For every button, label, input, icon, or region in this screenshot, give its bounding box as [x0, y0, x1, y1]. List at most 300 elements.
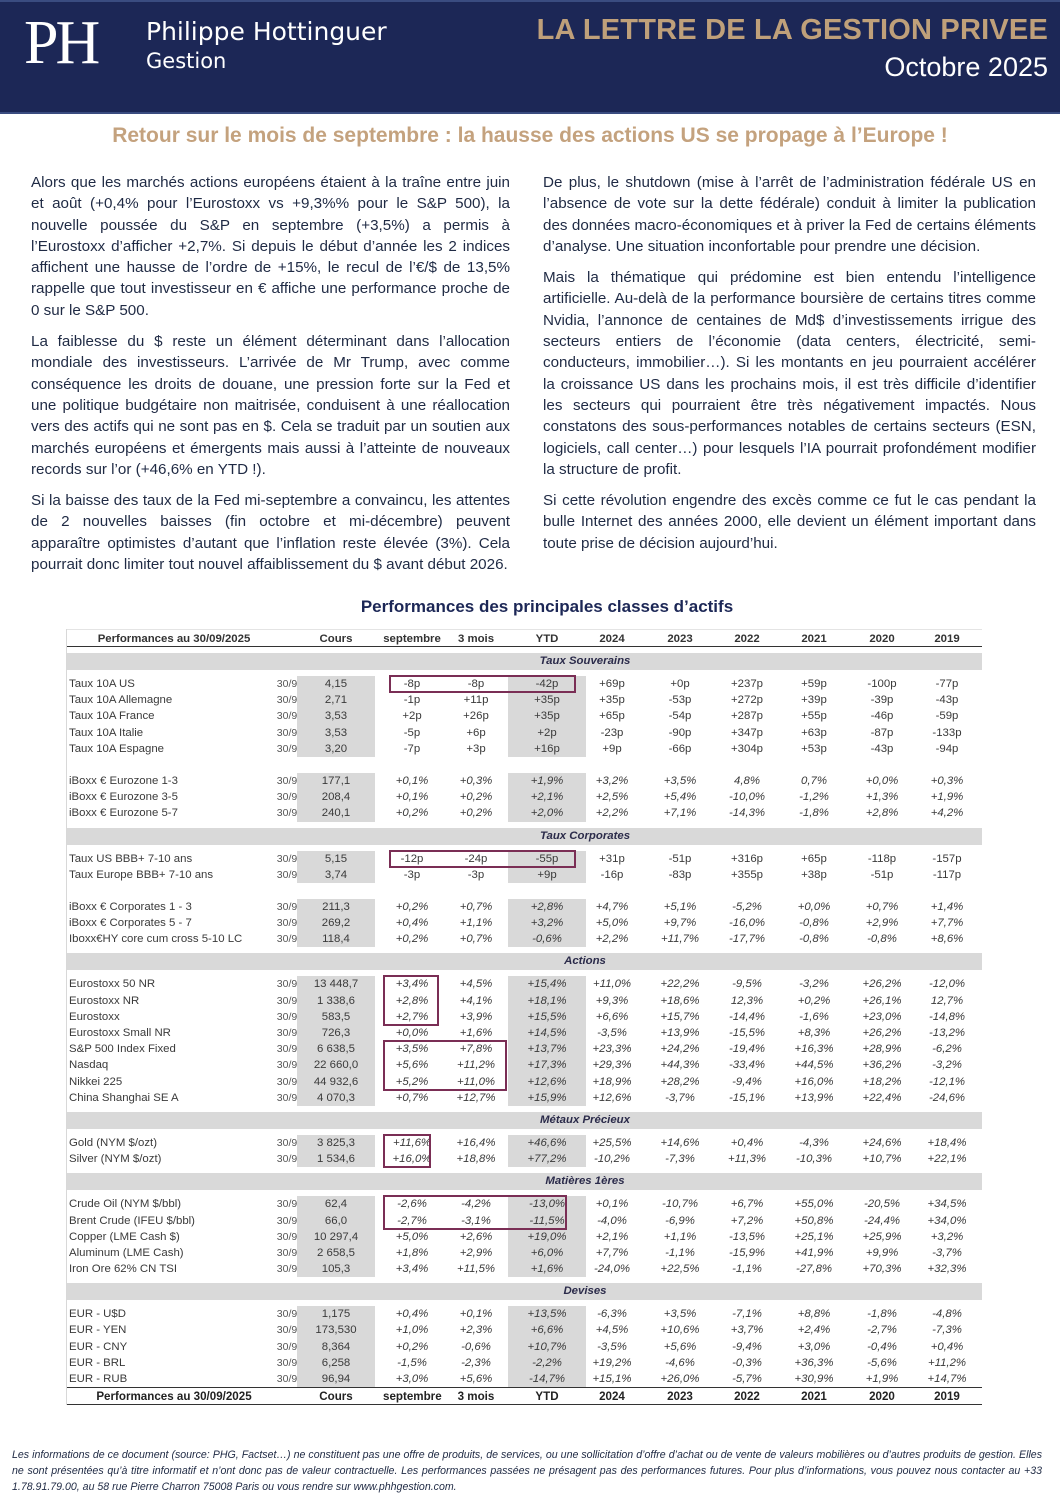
- value-cell: -0,4%: [867, 1340, 897, 1353]
- table-row: [67, 931, 982, 947]
- table-row: [67, 1090, 982, 1106]
- header-band: [0, 0, 1060, 114]
- value-cell: +65p: [599, 710, 625, 723]
- value-cell: +0,2%: [395, 807, 429, 820]
- date-cell: 30/9: [276, 868, 298, 881]
- paragraph: Mais la thématique qui prédomine est bien entendu l’intelligence artificielle. Au-delà de la performance boursière de certains titres comme Nvidia, l’annonce de centaines de Md$ d’investissements irrigue des secteurs entiers de l’économie (data centers, électricité, semi-conducteurs, immobilier…). Si les montants en jeu pourraient accélérer la croissance US dans les prochains mois, il est très difficile d’identifier les secteurs qui pourraient être très négativement impactés. Nous constatons des sous-performances notables de certains secteurs (ESN, logiciels, call center…) pour lesquels l’IA pourrait profondément modifier la structure de profit.: [543, 269, 1036, 478]
- value-cell: 177,1: [297, 773, 375, 789]
- value-cell: -90p: [668, 726, 692, 739]
- value-cell: +44,3%: [660, 1059, 700, 1072]
- value-cell: +28,2%: [660, 1075, 700, 1088]
- header-cell: 2024: [599, 633, 625, 645]
- value-cell: +15,4%: [508, 976, 586, 992]
- value-cell: +0,0%: [865, 774, 899, 787]
- value-cell: -10,3%: [795, 1153, 833, 1166]
- value-cell: -14,8%: [928, 1010, 966, 1023]
- value-cell: +0,1%: [395, 774, 429, 787]
- value-cell: +25,9%: [862, 1230, 902, 1243]
- value-cell: -9,4%: [732, 1340, 762, 1353]
- asset-name: EUR - YEN: [69, 1324, 127, 1337]
- date-cell: 30/9: [276, 1340, 298, 1353]
- table-footer-header-row: [67, 1387, 982, 1405]
- value-cell: -9,4%: [732, 1075, 762, 1088]
- section-title: Devises: [563, 1285, 607, 1298]
- value-cell: +36,3%: [794, 1356, 834, 1369]
- value-cell: -83p: [668, 868, 692, 881]
- value-cell: 12,3%: [730, 994, 764, 1007]
- paragraph: Alors que les marchés actions européens étaient à la traîne entre juin et août (+0,4% pour l’Eurostoxx vs +9,3%% pour le S&P 500), la nouvelle poussée du S&P en septembre (+3,5%) a permis à l’Eurostoxx d’afficher +2,7%. Si depuis le début d’année les 2 indices affichent une hausse de l’ordre de +15%, le recul de l’€/$ de 13,5% rappelle que tout investisseur en € affiche une performance proche de 0 sur le S&P 500.: [31, 174, 510, 319]
- value-cell: +18,2%: [862, 1075, 902, 1088]
- value-cell: +0,2%: [395, 1340, 429, 1353]
- asset-name: Copper (LME Cash $): [69, 1230, 180, 1243]
- value-cell: +355p: [731, 868, 763, 881]
- article-right-column: [543, 172, 1036, 564]
- value-cell: -7,3%: [665, 1153, 695, 1166]
- value-cell: -0,6%: [508, 931, 586, 947]
- date-cell: 30/9: [276, 1356, 298, 1369]
- value-cell: +1,4%: [930, 900, 964, 913]
- value-cell: -3,5%: [597, 1340, 627, 1353]
- value-cell: +1,9%: [930, 791, 964, 804]
- value-cell: +5,2%: [395, 1075, 429, 1088]
- asset-name: iBoxx € Eurozone 1-3: [69, 774, 178, 787]
- value-cell: 583,5: [297, 1009, 375, 1025]
- value-cell: +0,1%: [595, 1198, 629, 1211]
- value-cell: 3,53: [297, 708, 375, 724]
- asset-name: iBoxx € Eurozone 5-7: [69, 807, 178, 820]
- value-cell: +316p: [731, 852, 763, 865]
- value-cell: +4,7%: [595, 900, 629, 913]
- value-cell: -0,3%: [732, 1356, 762, 1369]
- value-cell: -16,0%: [728, 917, 766, 930]
- value-cell: +2,3%: [459, 1324, 493, 1337]
- table-header-row: [67, 629, 982, 647]
- value-cell: -4,0%: [597, 1214, 627, 1227]
- value-cell: +3,0%: [395, 1373, 429, 1385]
- section-header: [67, 1173, 982, 1190]
- date-cell: 30/9: [276, 933, 298, 946]
- value-cell: +9,7%: [663, 917, 697, 930]
- value-cell: +22,2%: [660, 978, 700, 991]
- value-cell: +1,1%: [459, 917, 493, 930]
- value-cell: +8,3%: [797, 1027, 831, 1039]
- asset-name: Taux 10A Espagne: [69, 742, 164, 755]
- value-cell: -12,1%: [928, 1075, 966, 1088]
- value-cell: +65p: [801, 852, 827, 865]
- value-cell: +0,7%: [459, 933, 493, 946]
- value-cell: +3p: [466, 742, 486, 755]
- header-cell: YTD: [535, 633, 559, 645]
- header-cell: 2023: [667, 633, 693, 645]
- value-cell: +7,8%: [459, 1043, 493, 1056]
- date-cell: 30/9: [276, 694, 298, 707]
- value-cell: +31p: [599, 852, 625, 865]
- value-cell: +35p: [508, 692, 586, 708]
- asset-name: Aluminum (LME Cash): [69, 1246, 184, 1259]
- asset-name: EUR - U$D: [69, 1308, 126, 1321]
- letter-date: Octobre 2025: [884, 52, 1048, 82]
- value-cell: -12,0%: [928, 978, 966, 991]
- table-row: [67, 1041, 982, 1057]
- table-row: [67, 1355, 982, 1371]
- section-title: Actions: [564, 955, 606, 968]
- asset-name: Eurostoxx: [69, 1010, 120, 1023]
- date-cell: 30/9: [276, 1246, 298, 1259]
- section-header: [67, 1283, 982, 1300]
- asset-name: Gold (NYM $/ozt): [69, 1136, 157, 1149]
- value-cell: -94p: [935, 742, 959, 755]
- value-cell: +6p: [466, 726, 486, 739]
- value-cell: -3,7%: [932, 1246, 962, 1259]
- value-cell: +4,2%: [930, 807, 964, 820]
- table-row: [67, 1025, 982, 1041]
- value-cell: +0,2%: [797, 994, 831, 1007]
- value-cell: 4,15: [297, 676, 375, 692]
- value-cell: +0,4%: [395, 917, 429, 930]
- value-cell: +3,0%: [797, 1340, 831, 1353]
- value-cell: +14,7%: [927, 1373, 967, 1385]
- value-cell: +13,9%: [660, 1027, 700, 1039]
- asset-name: EUR - RUB: [69, 1373, 128, 1385]
- value-cell: +35p: [599, 694, 625, 707]
- value-cell: +11p: [463, 694, 489, 707]
- date-cell: 30/9: [276, 1324, 298, 1337]
- value-cell: -24p: [464, 852, 488, 865]
- value-cell: +2,9%: [865, 917, 899, 930]
- value-cell: +34,5%: [927, 1198, 967, 1211]
- value-cell: -3p: [467, 868, 485, 881]
- value-cell: 3 825,3: [297, 1135, 375, 1151]
- asset-name: EUR - BRL: [69, 1356, 126, 1369]
- section-title: Taux Souverains: [539, 655, 631, 667]
- value-cell: 13 448,7: [297, 976, 375, 992]
- row-spacer: [67, 757, 982, 773]
- value-cell: -117p: [932, 868, 962, 881]
- value-cell: +19,2%: [592, 1356, 632, 1369]
- value-cell: -51p: [870, 868, 894, 881]
- value-cell: -87p: [870, 726, 894, 739]
- asset-name: EUR - CNY: [69, 1340, 128, 1353]
- value-cell: -59p: [935, 710, 959, 723]
- value-cell: +13,5%: [508, 1306, 586, 1322]
- header-cell: 2023: [667, 1390, 693, 1404]
- table-row: [67, 805, 982, 821]
- header-cell: 2024: [599, 1390, 625, 1404]
- asset-name: iBoxx € Eurozone 3-5: [69, 791, 178, 804]
- value-cell: +16,4%: [456, 1136, 496, 1149]
- value-cell: +19,0%: [508, 1229, 586, 1245]
- value-cell: -53p: [668, 694, 692, 707]
- row-spacer: [67, 883, 982, 899]
- date-cell: 30/9: [276, 1263, 298, 1276]
- value-cell: -3,5%: [597, 1027, 627, 1039]
- value-cell: -4,3%: [799, 1136, 829, 1149]
- value-cell: +7,7%: [595, 1246, 629, 1259]
- value-cell: +18,4%: [927, 1136, 967, 1149]
- value-cell: +41,9%: [794, 1246, 834, 1259]
- value-cell: 3,20: [297, 741, 375, 757]
- value-cell: -4,6%: [665, 1356, 695, 1369]
- value-cell: +9p: [508, 867, 586, 883]
- header-cell: Cours: [319, 1390, 353, 1404]
- value-cell: 726,3: [297, 1025, 375, 1041]
- value-cell: +3,4%: [395, 978, 429, 991]
- value-cell: -0,8%: [799, 917, 829, 930]
- value-cell: +8,6%: [930, 933, 964, 946]
- date-cell: 30/9: [276, 917, 298, 930]
- value-cell: +4,1%: [459, 994, 493, 1007]
- value-cell: +9,3%: [595, 994, 629, 1007]
- table-row: [67, 1196, 982, 1212]
- table-row: [67, 867, 982, 883]
- value-cell: -12p: [400, 852, 424, 865]
- value-cell: -13,2%: [928, 1027, 966, 1039]
- table-row: [67, 1339, 982, 1355]
- date-cell: 30/9: [276, 978, 298, 991]
- value-cell: +1,0%: [395, 1324, 429, 1337]
- value-cell: +3,2%: [595, 774, 629, 787]
- value-cell: -1,2%: [799, 791, 829, 804]
- asset-name: Silver (NYM $/ozt): [69, 1153, 162, 1166]
- value-cell: +0,4%: [395, 1308, 429, 1321]
- value-cell: 1 534,6: [297, 1151, 375, 1167]
- value-cell: 269,2: [297, 915, 375, 931]
- asset-name: Brent Crude (IFEU $/bbl): [69, 1214, 195, 1227]
- value-cell: 3,53: [297, 725, 375, 741]
- value-cell: +0,7%: [459, 900, 493, 913]
- value-cell: -7p: [403, 742, 421, 755]
- value-cell: -14,4%: [728, 1010, 766, 1023]
- value-cell: +15,7%: [660, 1010, 700, 1023]
- table-row: [67, 1057, 982, 1073]
- header-cell: 3 mois: [457, 1390, 495, 1404]
- value-cell: -1,1%: [665, 1246, 695, 1259]
- value-cell: +2,5%: [595, 791, 629, 804]
- value-cell: +5,4%: [663, 791, 697, 804]
- value-cell: -55p: [508, 851, 586, 867]
- value-cell: 4 070,3: [297, 1090, 375, 1106]
- value-cell: -16p: [600, 868, 624, 881]
- value-cell: 118,4: [297, 931, 375, 947]
- table-row: [67, 1151, 982, 1167]
- value-cell: +5,0%: [395, 1230, 429, 1243]
- value-cell: +15,1%: [592, 1373, 632, 1385]
- asset-name: Taux 10A France: [69, 710, 155, 723]
- value-cell: 8,364: [297, 1339, 375, 1355]
- value-cell: -2,7%: [397, 1214, 427, 1227]
- value-cell: +26,1%: [862, 994, 902, 1007]
- value-cell: -15,5%: [728, 1027, 766, 1039]
- value-cell: -0,8%: [867, 933, 897, 946]
- value-cell: -10,2%: [593, 1153, 631, 1166]
- value-cell: -54p: [668, 710, 692, 723]
- value-cell: +2p: [402, 710, 422, 723]
- value-cell: -5p: [403, 726, 421, 739]
- value-cell: +15,9%: [508, 1090, 586, 1106]
- table-row: [67, 1213, 982, 1229]
- value-cell: +1,6%: [508, 1261, 586, 1277]
- value-cell: +11,6%: [392, 1136, 432, 1149]
- value-cell: -13,0%: [508, 1196, 586, 1212]
- value-cell: 96,94: [297, 1371, 375, 1387]
- value-cell: +5,6%: [395, 1059, 429, 1072]
- value-cell: -100p: [867, 678, 897, 690]
- value-cell: 10 297,4: [297, 1229, 375, 1245]
- value-cell: +28,9%: [862, 1043, 902, 1056]
- value-cell: -42p: [508, 676, 586, 692]
- value-cell: +23,3%: [592, 1043, 632, 1056]
- value-cell: -7,1%: [732, 1308, 762, 1321]
- date-cell: 30/9: [276, 774, 298, 787]
- value-cell: +14,6%: [660, 1136, 700, 1149]
- asset-name: Taux Europe BBB+ 7-10 ans: [69, 868, 214, 881]
- value-cell: +0,2%: [395, 900, 429, 913]
- paragraph: Si la baisse des taux de la Fed mi-septembre a convaincu, les attentes de 2 nouvelles baisses (fin octobre et mi-décembre) peuvent apparaître optimistes d’autant que l’inflation reste élevée (3%). Cela pourrait donc limiter tout nouvel affaiblissement du $ avant début 2026.: [31, 492, 510, 574]
- table-row: [67, 1074, 982, 1090]
- value-cell: 240,1: [297, 805, 375, 821]
- brand-name: Philippe Hottinguer: [146, 17, 387, 46]
- value-cell: 6,258: [297, 1355, 375, 1371]
- value-cell: +26,0%: [660, 1373, 700, 1385]
- table-row: [67, 976, 982, 992]
- value-cell: 2 658,5: [297, 1245, 375, 1261]
- value-cell: +2,1%: [595, 1230, 629, 1243]
- value-cell: -6,9%: [665, 1214, 695, 1227]
- asset-name: iBoxx € Corporates 1 - 3: [69, 900, 192, 913]
- date-cell: 30/9: [276, 1136, 298, 1149]
- value-cell: +36,2%: [862, 1059, 902, 1072]
- section-title: Taux Corporates: [539, 829, 631, 842]
- value-cell: +1,9%: [508, 773, 586, 789]
- value-cell: -3,1%: [461, 1214, 491, 1227]
- value-cell: -5,7%: [732, 1373, 762, 1385]
- asset-name: S&P 500 Index Fixed: [69, 1043, 176, 1056]
- value-cell: +0,3%: [459, 774, 493, 787]
- value-cell: -20,5%: [863, 1198, 901, 1211]
- value-cell: +347p: [731, 726, 763, 739]
- value-cell: +6,6%: [595, 1010, 629, 1023]
- date-cell: 30/9: [276, 1373, 298, 1385]
- value-cell: +7,7%: [930, 917, 964, 930]
- value-cell: +0,1%: [395, 791, 429, 804]
- header-cell: septembre: [383, 633, 441, 645]
- value-cell: +3,2%: [508, 915, 586, 931]
- value-cell: -133p: [932, 726, 962, 739]
- value-cell: +0,0%: [395, 1027, 429, 1039]
- value-cell: +18,6%: [660, 994, 700, 1007]
- value-cell: +1,3%: [865, 791, 899, 804]
- value-cell: -2,7%: [867, 1324, 897, 1337]
- value-cell: +11,0%: [456, 1075, 496, 1088]
- table-row: [67, 1306, 982, 1322]
- table-row: [67, 915, 982, 931]
- value-cell: -5,6%: [867, 1356, 897, 1369]
- value-cell: +4,5%: [459, 978, 493, 991]
- value-cell: +29,3%: [592, 1059, 632, 1072]
- value-cell: +4,5%: [595, 1324, 629, 1337]
- asset-name: iBoxx € Corporates 5 - 7: [69, 917, 192, 930]
- value-cell: +0,2%: [395, 933, 429, 946]
- value-cell: +304p: [731, 742, 763, 755]
- value-cell: +5,1%: [663, 900, 697, 913]
- value-cell: +10,7%: [508, 1339, 586, 1355]
- value-cell: 3,74: [297, 867, 375, 883]
- value-cell: +22,5%: [660, 1263, 700, 1276]
- value-cell: 22 660,0: [297, 1057, 375, 1073]
- value-cell: -17,7%: [728, 933, 766, 946]
- value-cell: +77,2%: [508, 1151, 586, 1167]
- value-cell: +18,1%: [508, 993, 586, 1009]
- value-cell: -66p: [668, 742, 692, 755]
- value-cell: +26,2%: [862, 1027, 902, 1039]
- value-cell: +15,5%: [508, 1009, 586, 1025]
- date-cell: 30/9: [276, 1230, 298, 1243]
- header-cell: 3 mois: [457, 633, 495, 645]
- section-header: [67, 953, 982, 970]
- value-cell: +1,6%: [459, 1027, 493, 1039]
- value-cell: +17,3%: [508, 1057, 586, 1073]
- value-cell: +1,8%: [395, 1246, 429, 1259]
- value-cell: +2,8%: [508, 899, 586, 915]
- date-cell: 30/9: [276, 710, 298, 723]
- value-cell: +0,4%: [930, 1340, 964, 1353]
- value-cell: -3,2%: [799, 978, 829, 991]
- table-row: [67, 1261, 982, 1277]
- value-cell: -2,2%: [508, 1355, 586, 1371]
- value-cell: +10,6%: [660, 1324, 700, 1337]
- date-cell: 30/9: [276, 1010, 298, 1023]
- value-cell: +8,8%: [797, 1308, 831, 1321]
- value-cell: 173,530: [297, 1322, 375, 1338]
- value-cell: -24,6%: [928, 1091, 966, 1104]
- value-cell: -24,4%: [863, 1214, 901, 1227]
- asset-name: Taux US BBB+ 7-10 ans: [69, 852, 193, 865]
- value-cell: +38p: [801, 868, 827, 881]
- date-cell: 30/9: [276, 1091, 298, 1104]
- value-cell: -1,8%: [867, 1308, 897, 1321]
- value-cell: +16,0%: [392, 1153, 432, 1166]
- section-title: Matières 1ères: [545, 1175, 625, 1188]
- date-cell: 30/9: [276, 791, 298, 804]
- value-cell: +12,6%: [508, 1074, 586, 1090]
- value-cell: +2,2%: [595, 807, 629, 820]
- value-cell: +50,8%: [794, 1214, 834, 1227]
- date-cell: 30/9: [276, 1043, 298, 1056]
- brand-subtitle: Gestion: [146, 49, 227, 73]
- value-cell: +2,7%: [395, 1010, 429, 1023]
- value-cell: -0,6%: [461, 1340, 491, 1353]
- value-cell: +3,5%: [395, 1043, 429, 1056]
- table-row: [67, 692, 982, 708]
- table-row: [67, 708, 982, 724]
- value-cell: -10,7%: [661, 1198, 699, 1211]
- value-cell: -23p: [600, 726, 624, 739]
- value-cell: +2,1%: [508, 789, 586, 805]
- value-cell: +59p: [801, 678, 827, 690]
- value-cell: +272p: [731, 694, 763, 707]
- value-cell: +6,6%: [508, 1322, 586, 1338]
- date-cell: 30/9: [276, 1198, 298, 1211]
- value-cell: +22,4%: [862, 1091, 902, 1104]
- value-cell: -6,3%: [597, 1308, 627, 1321]
- date-cell: 30/9: [276, 852, 298, 865]
- value-cell: +0,1%: [459, 1308, 493, 1321]
- table-row: [67, 1009, 982, 1025]
- disclaimer: Les informations de ce document (source: PHG, Factset…) ne constituent pas une offre de produits, de services, ou une sollicitation d’offre d’achat ou de vente de valeurs mobilières ou d’autres produits de gestion. Elles ne sont présentées qu’à titre informatif et n’ont donc pas de valeur contractuelle. Les performances passées ne présagent pas des performances futures. Pour plus d’informations, vous pouvez nous contacter au +33 1.78.91.79.00, au 58 rue Pierre Charron 75008 Paris ou vous rendre sur www.phhgestion.com.: [12, 1449, 1042, 1493]
- value-cell: +25,5%: [592, 1136, 632, 1149]
- value-cell: +26p: [463, 710, 489, 723]
- value-cell: -3,7%: [665, 1091, 695, 1104]
